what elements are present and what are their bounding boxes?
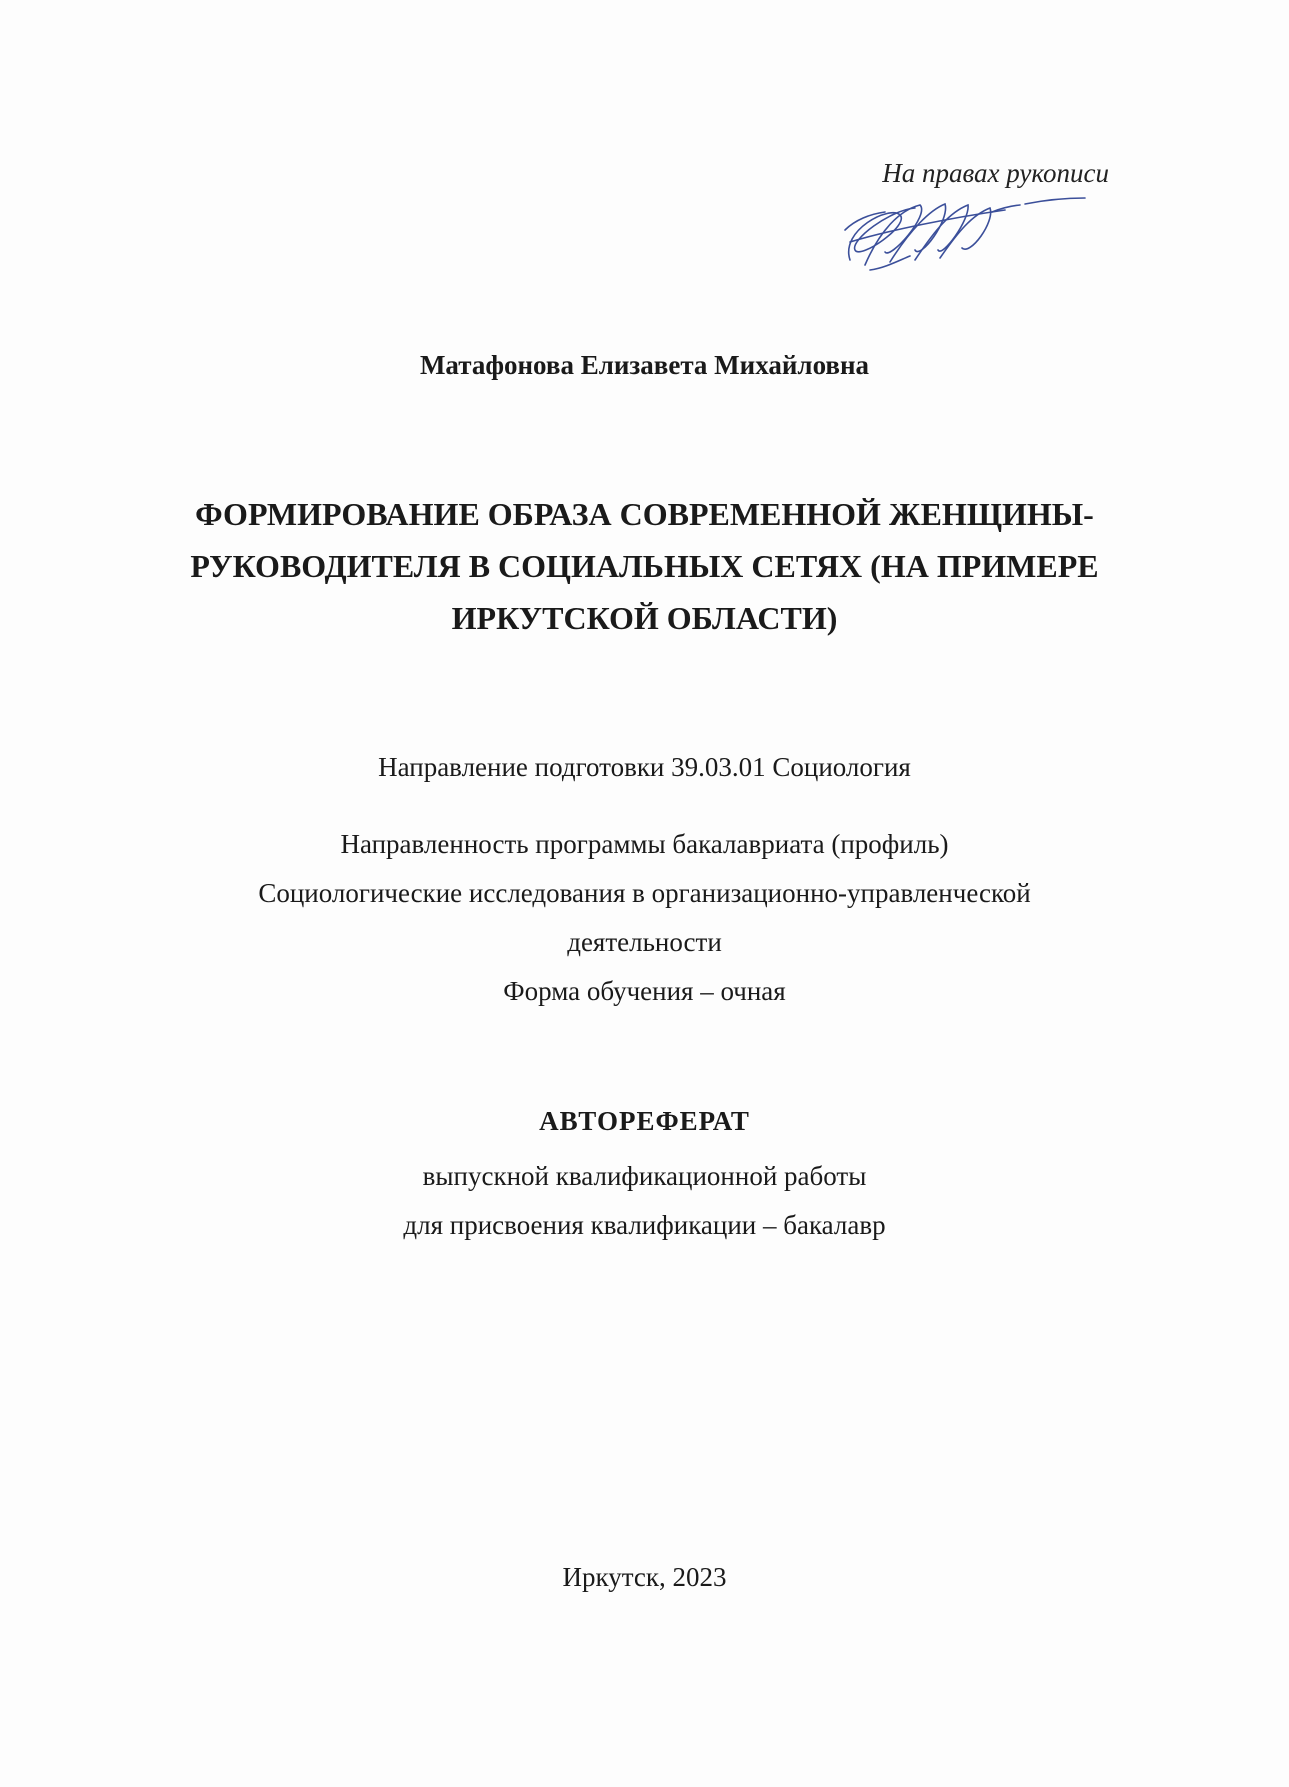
program-profile (0, 820, 1289, 1016)
thesis-title-line: ФОРМИРОВАНИЕ ОБРАЗА СОВРЕМЕННОЙ ЖЕНЩИНЫ- (195, 496, 1094, 532)
thesis-title-line: РУКОВОДИТЕЛЯ В СОЦИАЛЬНЫХ СЕТЯХ (НА ПРИМЕРЕ (190, 548, 1099, 584)
study-form: Форма обучения – очная (503, 976, 786, 1006)
profile-line: деятельности (567, 927, 722, 957)
abstract-heading: АВТОРЕФЕРАТ (539, 1106, 750, 1136)
abstract-line: для присвоения квалификации – бакалавр (403, 1210, 886, 1240)
manuscript-note: На правах рукописи (882, 158, 1109, 188)
profile-line: Социологические исследования в организационно-управленческой (258, 878, 1031, 908)
abstract-line: выпускной квалификационной работы (422, 1161, 867, 1191)
signature-image (830, 190, 1100, 280)
abstract-description (0, 1152, 1289, 1250)
study-direction: Направление подготовки 39.03.01 Социология (378, 752, 911, 782)
author-name: Матафонова Елизавета Михайловна (419, 350, 870, 380)
thesis-title (0, 488, 1289, 644)
place-year: Иркутск, 2023 (562, 1562, 727, 1592)
thesis-title-line: ИРКУТСКОЙ ОБЛАСТИ) (451, 600, 838, 636)
profile-line: Направленность программы бакалавриата (профиль) (340, 829, 949, 859)
